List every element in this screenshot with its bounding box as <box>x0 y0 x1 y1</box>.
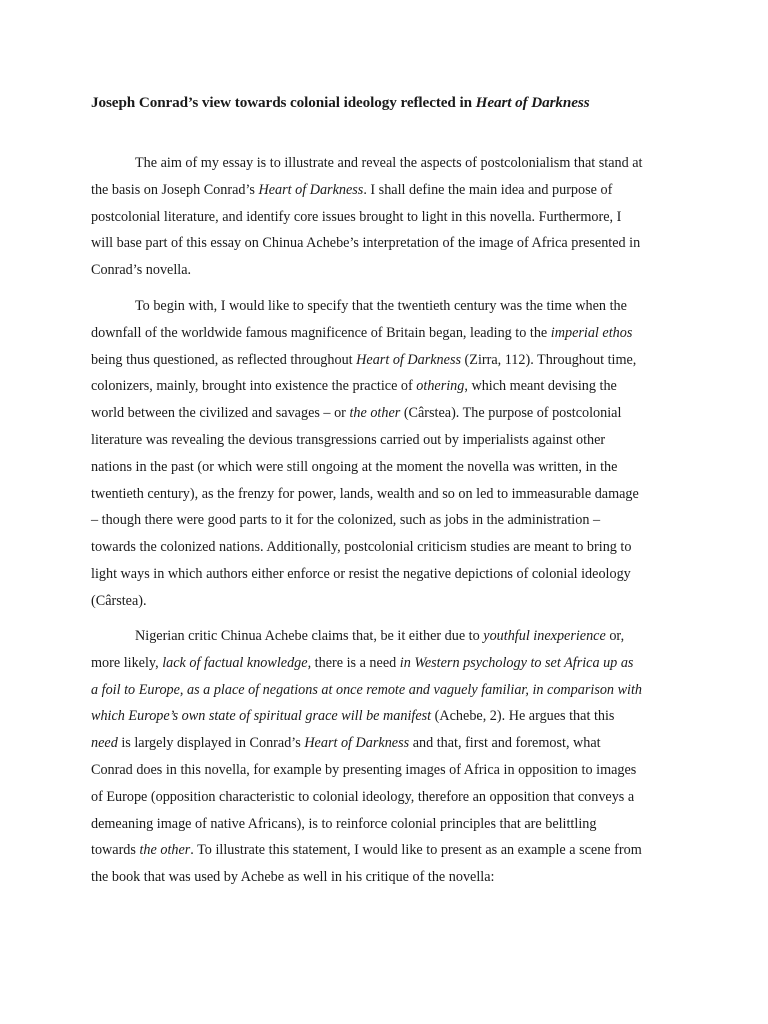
text-run: (Cârstea). The purpose of postcolonial <box>400 405 622 422</box>
italic-text: youthful inexperience <box>483 628 606 644</box>
italic-text: Heart of Darkness <box>356 351 461 368</box>
text-line <box>91 204 679 231</box>
text-run: . I shall define the main idea and purpose of <box>363 181 613 198</box>
text-line <box>91 730 679 757</box>
text-run: downfall of the worldwide famous magnificence of Britain began, leading to the <box>91 324 551 341</box>
text-line <box>91 650 679 677</box>
text-run: towards <box>91 842 140 859</box>
text-line <box>91 623 679 650</box>
text-line <box>91 784 679 811</box>
text-run: the book that was used by Achebe as well in his critique of the novella: <box>91 869 495 886</box>
text-run: . To illustrate this statement, I would like to present as an example a scene from <box>190 842 642 859</box>
text-line <box>91 427 679 454</box>
text-run: the basis on Joseph Conrad’s <box>91 181 259 198</box>
text-line <box>91 481 679 508</box>
text-line <box>91 257 679 284</box>
text-line <box>91 177 679 204</box>
italic-text: imperial ethos <box>550 324 633 341</box>
text-run: The aim of my essay is to illustrate and reveal the aspects of postcolonialism that stand at <box>135 155 643 171</box>
text-run: Conrad does in this novella, for example by presenting images of Africa in opposition to images <box>91 761 637 778</box>
text-run: twentieth century), as the frenzy for power, lands, wealth and so on led to immeasurable damage <box>91 485 639 502</box>
italic-text: need <box>91 735 118 752</box>
text-run: of Europe (opposition characteristic to colonial ideology, therefore an opposition that conveys a <box>91 788 635 805</box>
text-run: (Zirra, 112). Throughout time, <box>461 351 637 368</box>
text-run: there is a need <box>311 654 400 671</box>
text-run: nations in the past (or which were still ongoing at the moment the novella was written, in the <box>91 458 618 475</box>
text-line <box>91 757 679 784</box>
text-run: towards the colonized nations. Additionally, postcolonial criticism studies are meant to bring to <box>91 539 632 556</box>
title-text: Joseph Conrad’s view towards colonial ideology reflected in <box>91 94 476 111</box>
text-line <box>91 293 679 320</box>
text-run: , which meant devising the <box>464 378 617 395</box>
italic-text: the other <box>349 405 401 422</box>
text-run: Nigerian critic Chinua Achebe claims that, be it either due to <box>135 628 484 644</box>
text-line <box>91 400 679 427</box>
title-italic-text: Heart of Darkness <box>475 94 590 111</box>
text-line <box>91 677 679 704</box>
text-run: will base part of this essay on Chinua Achebe’s interpretation of the image of Africa presented in <box>91 235 641 252</box>
text-run: world between the civilized and savages – or <box>91 405 350 422</box>
text-run: (Cârstea). <box>91 592 147 609</box>
text-run: demeaning image of native Africans), is to reinforce colonial principles that are belittling <box>91 815 597 832</box>
italic-text: Heart of Darkness <box>304 735 410 752</box>
text-line <box>91 534 679 561</box>
text-run: – though there were good parts to it for the colonized, such as jobs in the administration – <box>91 512 601 529</box>
text-run: is largely displayed in Conrad’s <box>117 735 305 752</box>
text-run: Conrad’s novella. <box>91 262 192 279</box>
text-line <box>91 837 679 864</box>
paragraph-1 <box>91 150 679 284</box>
text-line <box>91 703 679 730</box>
text-line <box>91 230 679 257</box>
text-run: (Achebe, 2). He argues that this <box>431 708 615 725</box>
text-run: or, <box>605 628 625 644</box>
text-run: more likely, <box>91 654 163 671</box>
text-run: and that, first and foremost, what <box>409 735 601 752</box>
text-run: literature was revealing the devious transgressions carried out by imperialists against other <box>91 431 606 448</box>
italic-text: the other <box>139 842 191 859</box>
italic-text: in Western psychology to set Africa up as <box>399 654 634 671</box>
text-line <box>91 454 679 481</box>
text-line <box>91 864 679 891</box>
text-run: postcolonial literature, and identify core issues brought to light in this novella. Furthermore, I <box>91 208 622 225</box>
text-line <box>91 811 679 838</box>
italic-text: othering <box>416 378 465 395</box>
text-line <box>91 373 679 400</box>
text-run: light ways in which authors either enforce or resist the negative depictions of colonial ideology <box>91 565 631 582</box>
text-line <box>91 150 679 177</box>
italic-text: which Europe’s own state of spiritual grace will be manifest <box>91 708 432 725</box>
paragraph-3 <box>91 623 679 891</box>
text-line <box>91 588 679 615</box>
italic-text: lack of factual knowledge, <box>162 654 312 671</box>
text-line <box>91 507 679 534</box>
text-line <box>91 320 679 347</box>
text-run: colonizers, mainly, brought into existence the practice of <box>91 378 417 395</box>
italic-text: a foil to Europe, as a place of negations at once remote and vaguely familiar, in comparison with <box>91 681 643 698</box>
text-run: To begin with, I would like to specify that the twentieth century was the time when the <box>135 298 627 314</box>
text-line <box>91 347 679 374</box>
document-title <box>91 93 711 113</box>
paragraph-2 <box>91 293 679 615</box>
text-line <box>91 561 679 588</box>
text-run: being thus questioned, as reflected throughout <box>91 351 357 368</box>
italic-text: Heart of Darkness <box>258 181 364 198</box>
